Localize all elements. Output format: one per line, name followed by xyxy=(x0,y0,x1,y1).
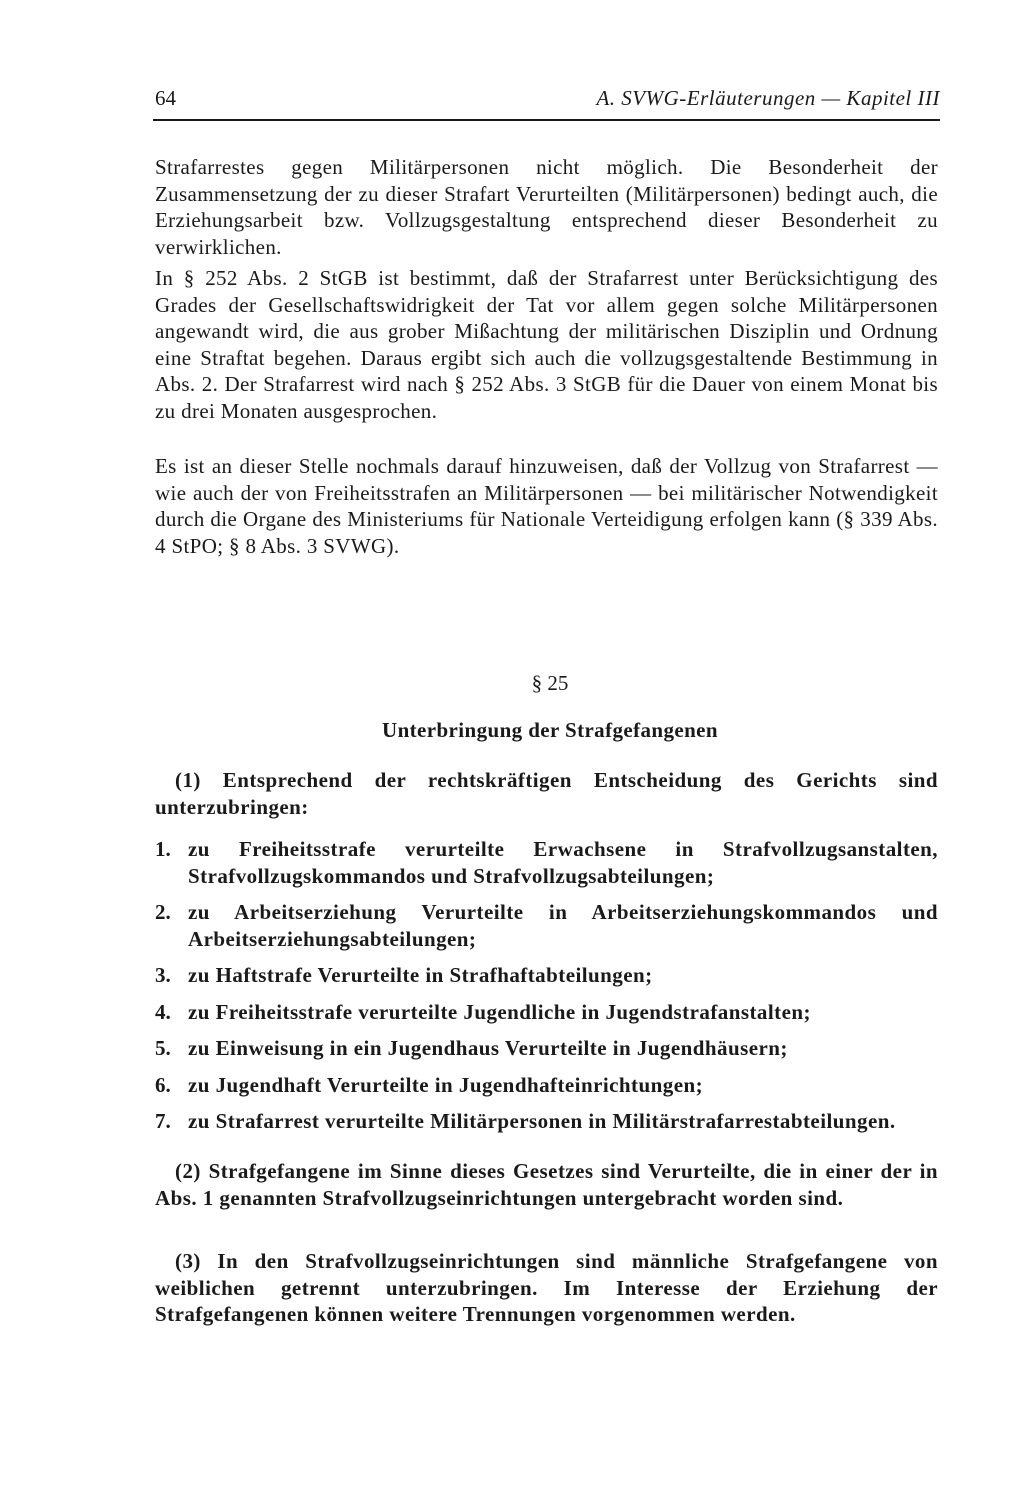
absatz-1-intro: (1) Entsprechend der rechtskräftigen Entscheidung des Gerichts sind unterzubringen: xyxy=(155,768,938,819)
list-item-number: 7. xyxy=(155,1109,171,1133)
list-item xyxy=(155,899,938,952)
list-item-number: 3. xyxy=(155,963,171,987)
list-item xyxy=(155,1072,938,1099)
list-item xyxy=(155,999,938,1026)
page-header xyxy=(155,86,940,111)
list-item-number: 1. xyxy=(155,837,171,861)
list-item-number: 5. xyxy=(155,1036,171,1060)
commentary-paragraph-2: In § 252 Abs. 2 StGB ist bestimmt, daß der Strafarrest unter Berücksichtigung des Grades der Gesellschaftswidrigkeit der Tat vor allem gegen solche Militärpersonen angewandt wird, die aus grober Mißachtung der militärischen Disziplin und Ordnung eine Straftat begehen. Daraus ergibt sich auch die vollzugsgestaltende Bestimmung in Abs. 2. Der Strafarrest wird nach § 252 Abs. 3 StGB für die Dauer von einem Monat bis zu drei Monaten ausgesprochen. xyxy=(155,266,938,423)
section-number: § 25 xyxy=(531,671,569,695)
commentary-paragraph-3: Es ist an dieser Stelle nochmals darauf hinzuweisen, daß der Vollzug von Strafarrest — wie auch der von Freiheitsstrafen an Militärpersonen — bei militärischer Notwendigkeit durch die Organe des Ministeriums für Nationale Verteidigung erfolgen kann (§ 339 Abs. 4 StPO; § 8 Abs. 3 SVWG). xyxy=(155,454,938,558)
header-rule xyxy=(153,119,940,121)
placement-list xyxy=(155,836,938,1145)
list-item-number: 4. xyxy=(155,999,171,1024)
list-item xyxy=(155,962,938,989)
list-item-number: 6. xyxy=(155,1072,171,1097)
absatz-2: (2) Strafgefangene im Sinne dieses Gesetzes sind Verurteilte, die in einer der in Abs. 1 genannten Strafvollzugseinrichtungen untergebracht worden sind. xyxy=(155,1159,938,1210)
absatz-3: (3) In den Strafvollzugseinrichtungen sind männliche Strafgefangene von weiblichen getrennt unterzubringen. Im Interesse der Erziehung der Strafgefangenen können weitere Trennungen vorgenommen werden. xyxy=(155,1249,938,1326)
list-item-text: zu Freiheitsstrafe verurteilte Jugendliche in Jugendstrafanstalten; xyxy=(188,999,811,1024)
section-title: Unterbringung der Strafgefangenen xyxy=(382,718,718,742)
list-item xyxy=(155,836,938,889)
commentary-paragraph-1: Strafarrestes gegen Militärpersonen nicht möglich. Die Besonderheit der Zusammensetzung der zu dieser Strafart Verurteilten (Militärpersonen) bedingt auch, die Erziehungsarbeit bzw. Vollzugsgestaltung entsprechend dieser Besonderheit zu verwirklichen. xyxy=(155,155,938,259)
list-item-text: zu Freiheitsstrafe verurteilte Erwachsene in Strafvollzugsanstalten, Strafvollzugskommandos und Strafvollzugsabteilungen; xyxy=(188,837,938,888)
list-item-text: zu Arbeitserziehung Verurteilte in Arbeitserziehungskommandos und Arbeitserziehungsabteilungen; xyxy=(188,900,938,951)
list-item-text: zu Strafarrest verurteilte Militärpersonen in Militärstrafarrestabteilungen. xyxy=(188,1109,896,1133)
list-item xyxy=(155,1035,938,1062)
list-item-text: zu Einweisung in ein Jugendhaus Verurteilte in Jugendhäusern; xyxy=(188,1036,788,1060)
list-item-text: zu Jugendhaft Verurteilte in Jugendhafteinrichtungen; xyxy=(188,1072,704,1097)
list-item-text: zu Haftstrafe Verurteilte in Strafhaftabteilungen; xyxy=(188,963,653,987)
list-item-number: 2. xyxy=(155,900,171,924)
page-number: 64 xyxy=(155,86,176,110)
running-title: A. SVWG-Erläuterungen — Kapitel III xyxy=(596,86,940,110)
list-item xyxy=(155,1108,938,1135)
